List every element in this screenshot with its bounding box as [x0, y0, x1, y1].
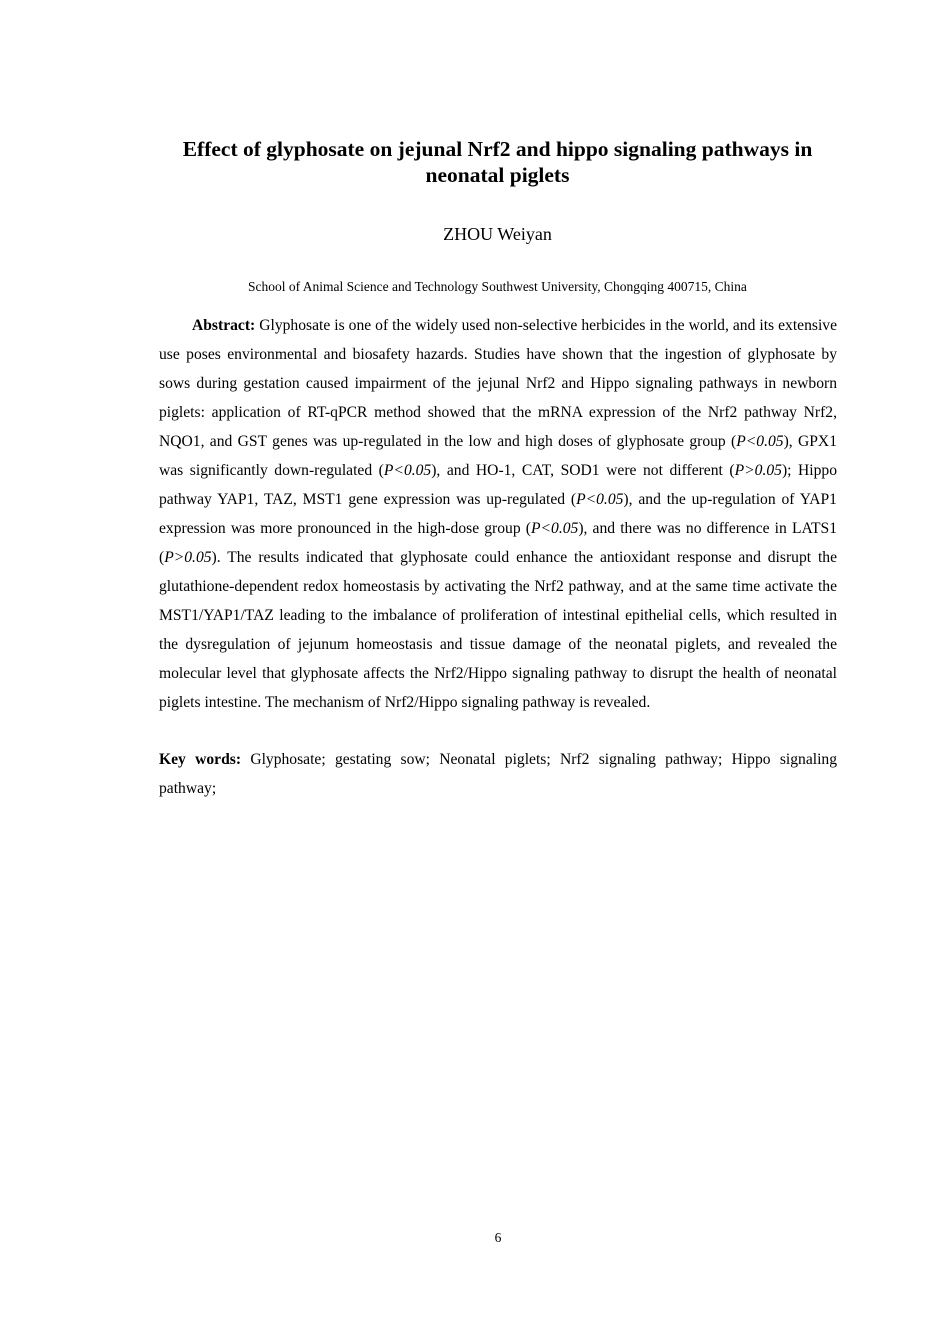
page-number: 6 [494, 1230, 502, 1245]
author-affiliation: School of Animal Science and Technology Southwest University, Chongqing 400715, China [248, 279, 747, 294]
abstract-p-value-4: P<0.05 [576, 491, 624, 508]
abstract-text-5: ), and the up-regulation of YAP1 expression was more pronounced in the high-dose group ( [159, 491, 837, 537]
abstract-paragraph [159, 311, 837, 717]
abstract-text-7: ). The results indicated that glyphosate could enhance the antioxidant response and disrupt the glutathione-dependent redox homeostasis by activating the Nrf2 pathway, and at the same time activate the MST1/YAP1/TAZ leading to the imbalance of proliferation of intestinal epithelial cells, which resulted in the dysregulation of jejunum homeostasis and tissue damage of the neonatal piglets, and revealed the molecular level that glyphosate affects the Nrf2/Hippo signaling pathway to disrupt the health of neonatal piglets intestine. The mechanism of Nrf2/Hippo signaling pathway is revealed. [159, 549, 837, 711]
keywords-text: Glyphosate; gestating sow; Neonatal piglets; Nrf2 signaling pathway; Hippo signaling pathway; [159, 751, 838, 797]
abstract-text-1: Glyphosate is one of the widely used non-selective herbicides in the world, and its extensive use poses environmental and biosafety hazards. Studies have shown that the ingestion of glyphosate by sows during gestation caused impairment of the jejunal Nrf2 and Hippo signaling pathways in newborn piglets: application of RT-qPCR method showed that the mRNA expression of the Nrf2 pathway Nrf2, NQO1, and GST genes was up-regulated in the low and high doses of glyphosate group ( [159, 317, 837, 450]
abstract-text-6: ), and there was no difference in LATS1 ( [159, 520, 837, 566]
paper-title: Effect of glyphosate on jejunal Nrf2 and hippo signaling pathways in neonatal piglets [182, 137, 813, 187]
abstract-text-3: ), and HO-1, CAT, SOD1 were not different ( [431, 462, 735, 479]
abstract-p-value-2: P<0.05 [383, 462, 432, 479]
abstract-text-4: ); Hippo pathway YAP1, TAZ, MST1 gene expression was up-regulated ( [159, 462, 837, 508]
abstract-text-2: ), GPX1 was significantly down-regulated ( [159, 433, 837, 479]
abstract-p-value-1: P<0.05 [736, 433, 784, 450]
keywords-paragraph [159, 745, 837, 803]
keywords-label: Key words: [159, 751, 242, 768]
abstract-label: Abstract: [192, 317, 256, 334]
abstract-p-value-5: P<0.05 [530, 520, 579, 537]
author-name: ZHOU Weiyan [443, 224, 552, 244]
abstract-p-value-3: P>0.05 [734, 462, 782, 479]
abstract-p-value-6: P>0.05 [164, 549, 212, 566]
